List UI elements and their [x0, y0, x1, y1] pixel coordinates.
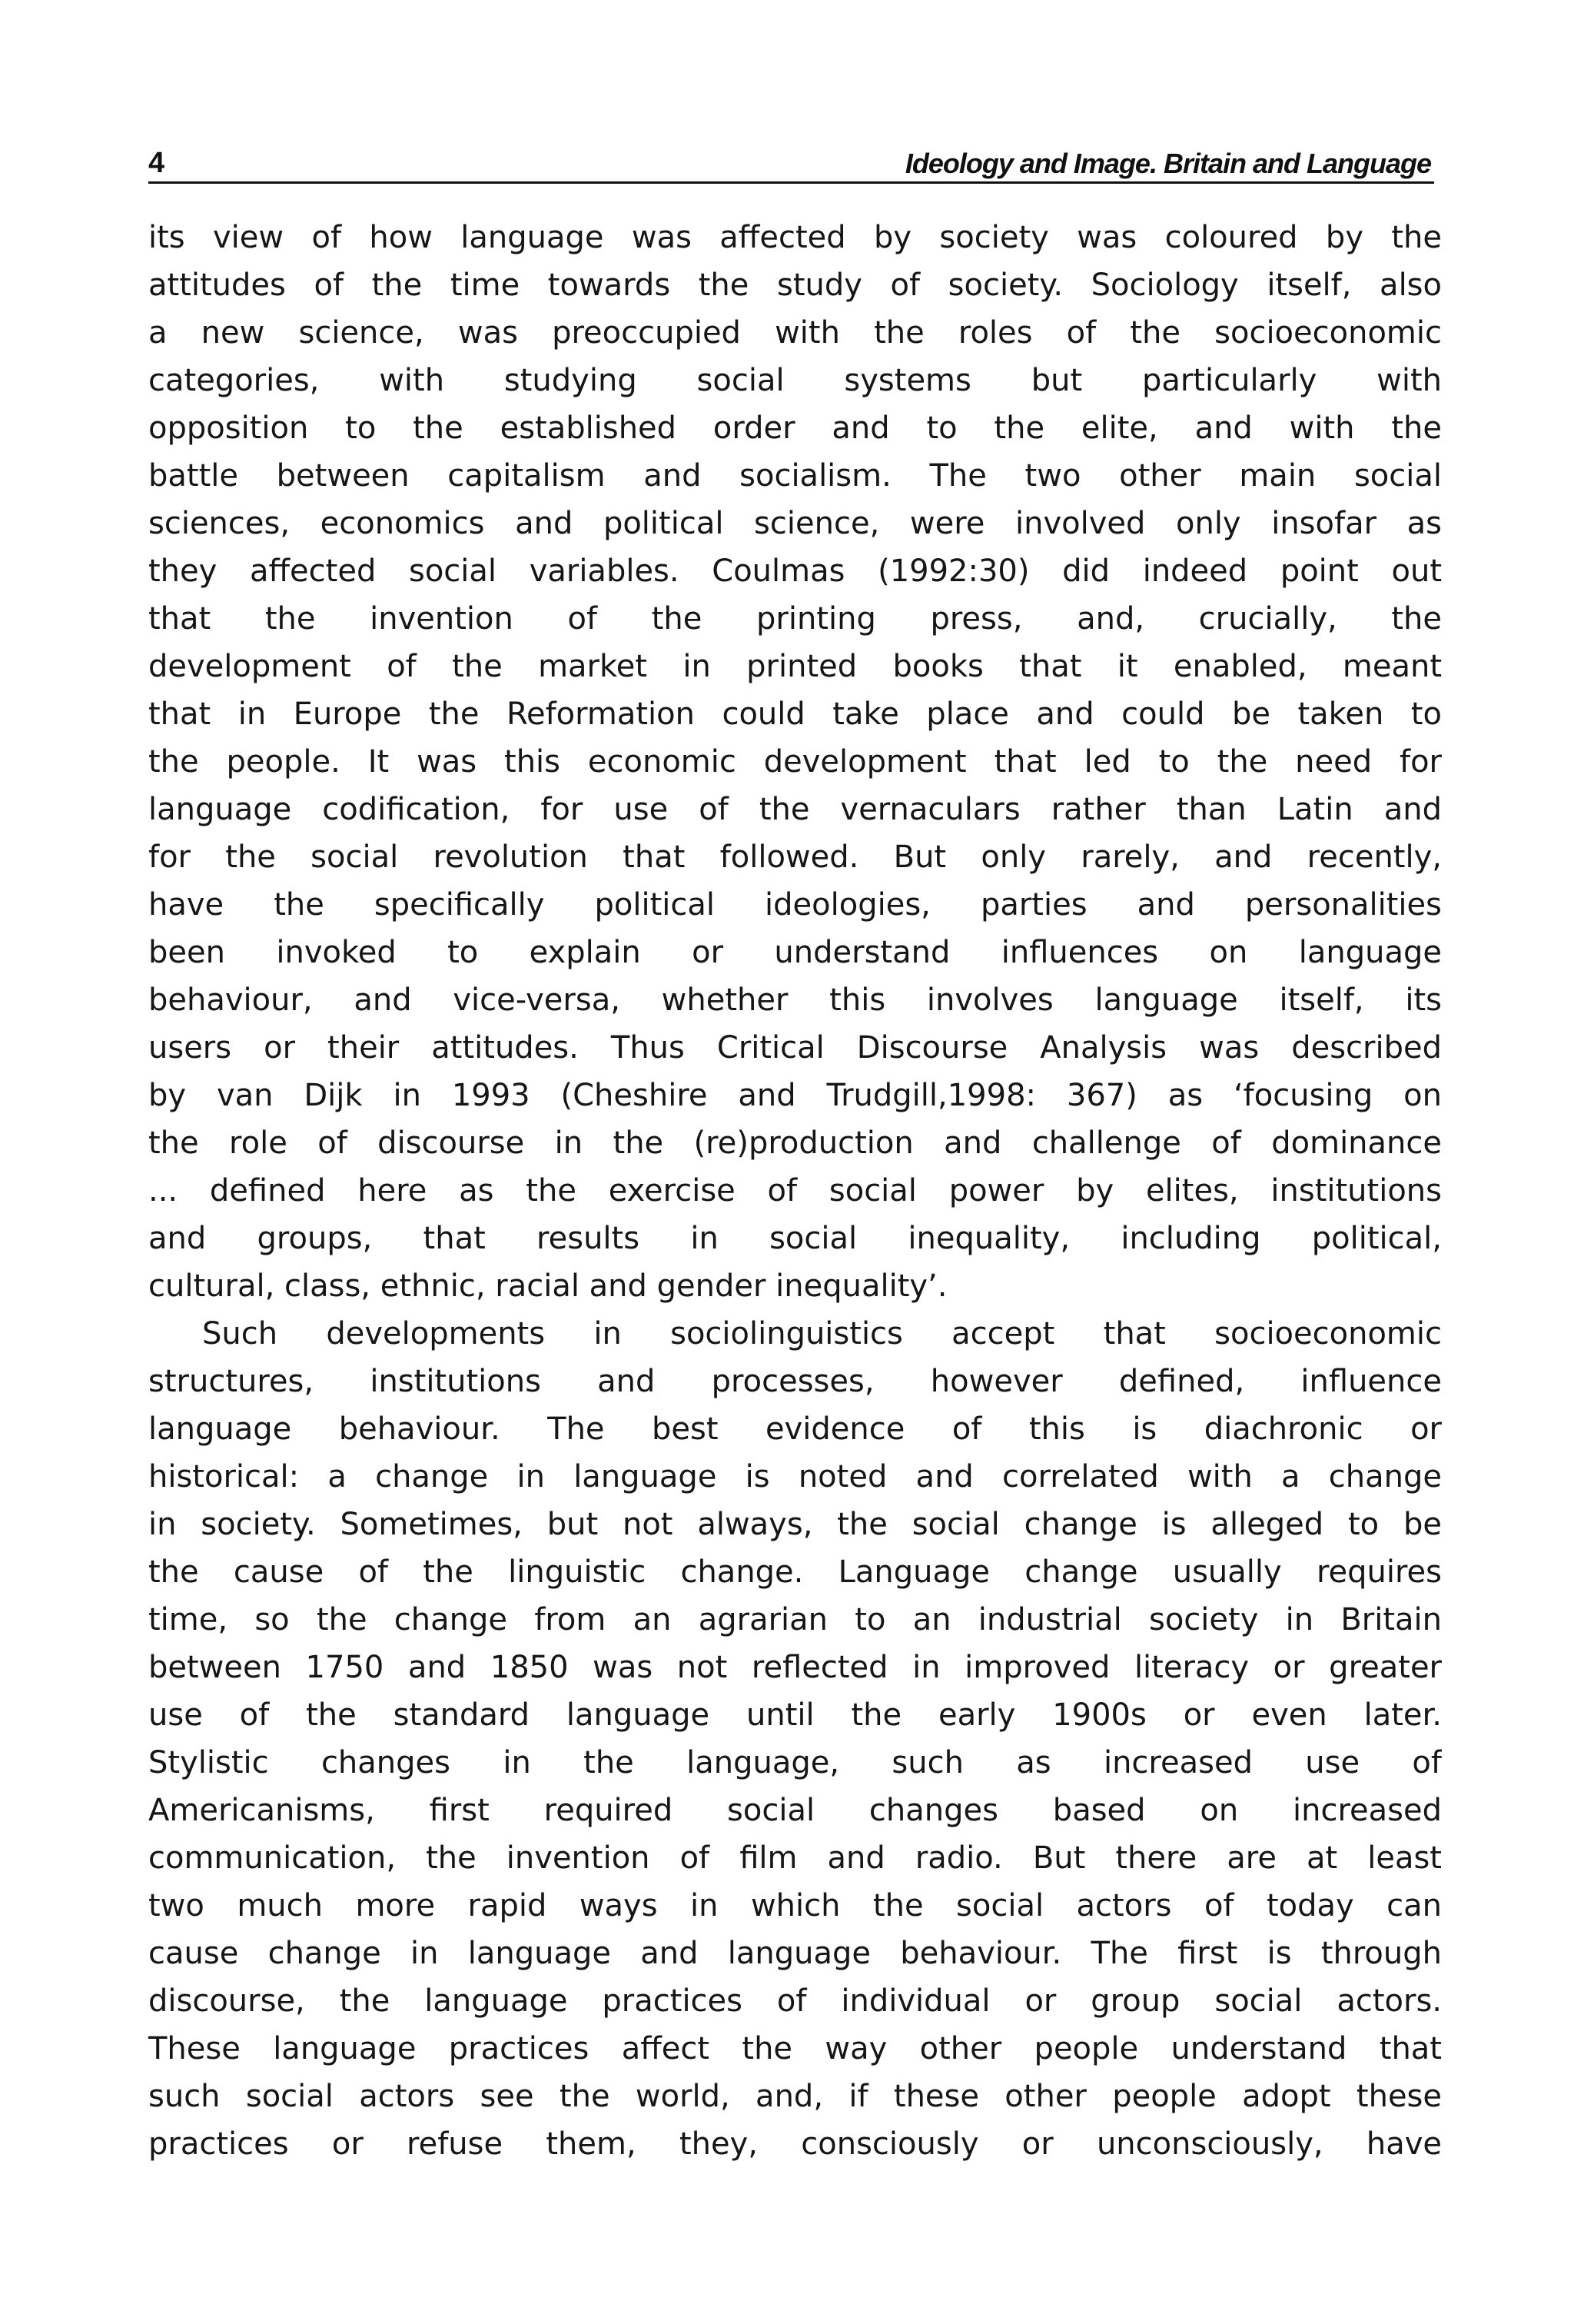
text-line: and groups, that results in social inequality, including political, [148, 1221, 1442, 1256]
running-header [148, 145, 1434, 184]
text-line: attitudes of the time towards the study of society. Sociology itself, also [148, 268, 1442, 303]
text-line: sciences, economics and political science, were involved only insofar as [148, 506, 1442, 541]
text-line: two much more rapid ways in which the social actors of today can [148, 1888, 1442, 1923]
text-line: development of the market in printed books that it enabled, meant [148, 649, 1442, 684]
text-line: that the invention of the printing press, and, crucially, the [148, 601, 1442, 637]
text-line: language codification, for use of the vernaculars rather than Latin and [148, 792, 1442, 827]
body-text [148, 214, 1442, 2168]
text-line: use of the standard language until the early 1900s or even later. [148, 1697, 1442, 1733]
text-line: by van Dijk in 1993 (Cheshire and Trudgill,1998: 367) as ‘focusing on [148, 1078, 1442, 1113]
text-line: historical: a change in language is noted and correlated with a change [148, 1459, 1442, 1494]
text-line: language behaviour. The best evidence of this is diachronic or [148, 1411, 1442, 1447]
text-line: communication, the invention of film and radio. But there are at least [148, 1840, 1442, 1876]
text-line: users or their attitudes. Thus Critical Discourse Analysis was described [148, 1030, 1442, 1066]
text-line: for the social revolution that followed. But only rarely, and recently, [148, 839, 1442, 875]
text-line: between 1750 and 1850 was not reflected in improved literacy or greater [148, 1650, 1442, 1685]
text-line: the cause of the linguistic change. Language change usually requires [148, 1554, 1442, 1590]
text-line: they affected social variables. Coulmas (1992:30) did indeed point out [148, 554, 1442, 589]
text-line: discourse, the language practices of individual or group social actors. [148, 1983, 1442, 2019]
text-line: its view of how language was affected by society was coloured by the [148, 220, 1442, 255]
text-line: Americanisms, first required social changes based on increased [148, 1793, 1442, 1828]
text-line: cause change in language and language behaviour. The first is through [148, 1936, 1442, 1971]
text-line: such social actors see the world, and, if these other people adopt these [148, 2079, 1442, 2114]
text-line: battle between capitalism and socialism. The two other main social [148, 458, 1442, 494]
text-line: a new science, was preoccupied with the roles of the socioeconomic [148, 315, 1442, 351]
text-line: time, so the change from an agrarian to an industrial society in Britain [148, 1602, 1442, 1637]
text-line: behaviour, and vice-versa, whether this involves language itself, its [148, 982, 1442, 1018]
text-line: that in Europe the Reformation could take place and could be taken to [148, 697, 1442, 732]
text-line: opposition to the established order and to the elite, and with the [148, 411, 1442, 446]
text-line: categories, with studying social systems but particularly with [148, 363, 1442, 398]
text-line: in society. Sometimes, but not always, the social change is alleged to be [148, 1507, 1442, 1542]
text-line: structures, institutions and processes, however defined, influence [148, 1364, 1442, 1399]
text-line: These language practices affect the way other people understand that [148, 2031, 1442, 2066]
text-line: the role of discourse in the (re)production and challenge of dominance [148, 1125, 1442, 1161]
text-line: Such developments in sociolinguistics accept that socioeconomic [202, 1316, 1442, 1352]
text-line: the people. It was this economic development that led to the need for [148, 744, 1442, 780]
text-line: ... defined here as the exercise of social power by elites, institutions [148, 1173, 1442, 1209]
text-line: practices or refuse them, they, consciously or unconsciously, have [148, 2126, 1442, 2162]
running-title: Ideology and Image. Britain and Language [905, 148, 1431, 179]
text-line: been invoked to explain or understand influences on language [148, 935, 1442, 970]
text-line: cultural, class, ethnic, racial and gender inequality’. [148, 1268, 948, 1304]
page-number: 4 [148, 147, 165, 179]
text-line: have the specifically political ideologies, parties and personalities [148, 887, 1442, 923]
text-line: Stylistic changes in the language, such as increased use of [148, 1745, 1442, 1780]
